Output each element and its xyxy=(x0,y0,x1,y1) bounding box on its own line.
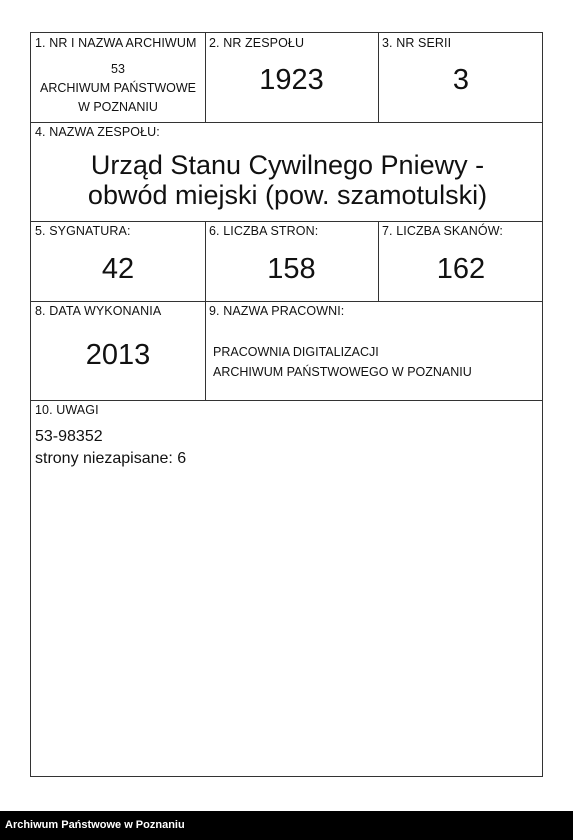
footer-text: Archiwum Państwowe w Poznaniu xyxy=(5,819,185,831)
fonds-name-cell xyxy=(31,122,544,221)
series-number-cell xyxy=(378,33,544,122)
fonds-number-value: 1923 xyxy=(259,64,324,96)
archive-number: 53 xyxy=(111,62,125,76)
series-number-value: 3 xyxy=(452,64,470,96)
fonds-name-line2: obwód miejski (pow. szamotulski) xyxy=(87,180,488,210)
fonds-name-line1: Urząd Stanu Cywilnego Pniewy - xyxy=(90,150,485,180)
scan-count-value: 162 xyxy=(436,253,486,285)
scan-count-cell xyxy=(378,221,544,301)
fonds-number-cell xyxy=(205,33,378,122)
workshop-line1: PRACOWNIA DIGITALIZACJI xyxy=(213,345,379,359)
page-count-value: 158 xyxy=(267,253,316,285)
page-count-cell xyxy=(205,221,378,301)
remarks-line1: 53-98352 xyxy=(35,428,103,445)
remarks-label: 10. UWAGI xyxy=(35,403,99,417)
workshop-label: 9. NAZWA PRACOWNI: xyxy=(209,304,345,318)
archive-cell xyxy=(31,33,205,122)
fonds-number-label: 2. NR ZESPOŁU xyxy=(209,36,305,50)
date-made-value: 2013 xyxy=(85,339,151,371)
archive-name-line1: ARCHIWUM PAŃSTWOWE xyxy=(39,81,196,95)
signature-label: 5. SYGNATURA: xyxy=(35,224,131,238)
archive-label: 1. NR I NAZWA ARCHIWUM xyxy=(35,36,197,50)
page-count-label: 6. LICZBA STRON: xyxy=(209,224,319,238)
archive-name-line2: W POZNANIU xyxy=(78,100,158,114)
scan-count-label: 7. LICZBA SKANÓW: xyxy=(382,224,503,238)
workshop-cell xyxy=(205,301,544,400)
fonds-name-label: 4. NAZWA ZESPOŁU: xyxy=(35,125,160,139)
metadata-card xyxy=(30,32,543,777)
date-made-cell xyxy=(31,301,205,400)
date-made-label: 8. DATA WYKONANIA xyxy=(35,304,162,318)
remarks-cell xyxy=(31,400,544,776)
footer-bar xyxy=(0,811,573,840)
signature-cell xyxy=(31,221,205,301)
workshop-line2: ARCHIWUM PAŃSTWOWEGO W POZNANIU xyxy=(213,365,472,379)
series-number-label: 3. NR SERII xyxy=(382,36,452,50)
remarks-line2: strony niezapisane: 6 xyxy=(35,450,187,467)
signature-value: 42 xyxy=(101,253,135,285)
